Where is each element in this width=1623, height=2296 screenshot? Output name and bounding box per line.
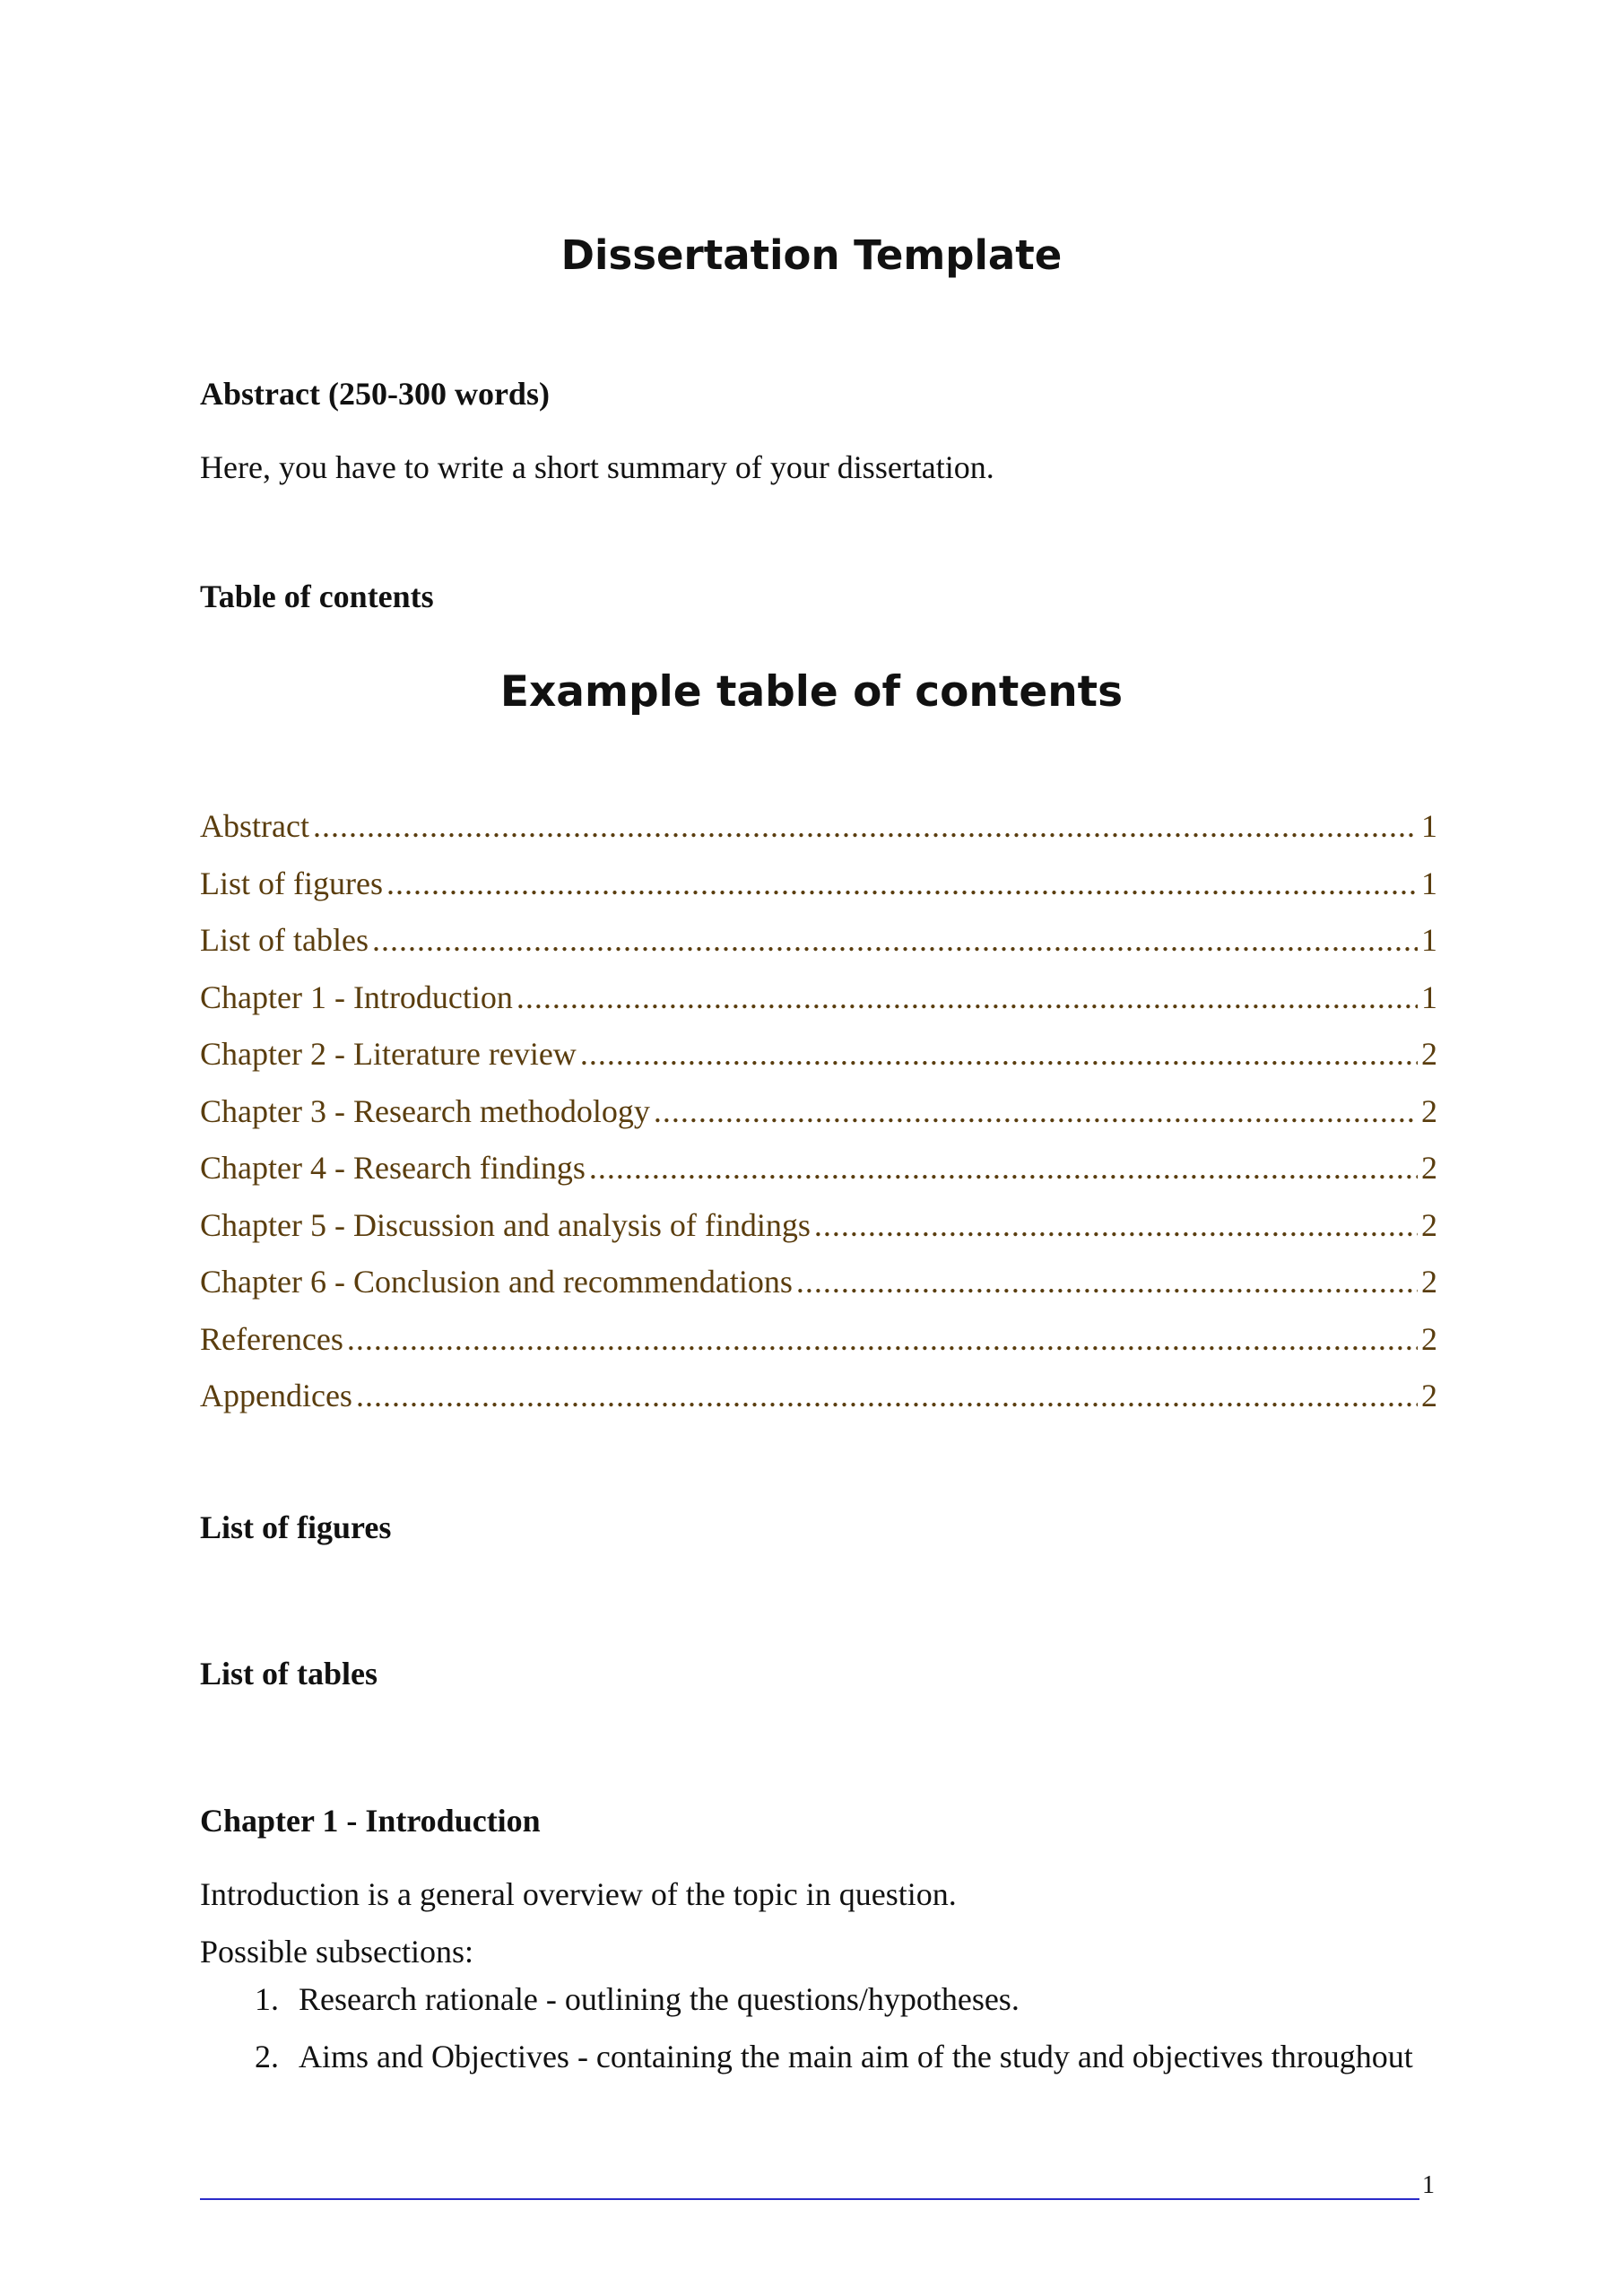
toc-entry-page: 1 [1421, 922, 1437, 958]
toc-entry-page: 2 [1421, 1150, 1437, 1186]
toc-leader-dots [580, 1035, 1418, 1073]
list-item-number: 2. [255, 2039, 279, 2074]
toc-entry-label: Chapter 6 - Conclusion and recommendations [200, 1264, 793, 1300]
toc-entry-list-of-tables[interactable] [200, 921, 1437, 978]
toc-heading: Table of contents [200, 578, 434, 614]
toc-entry-label: List of figures [200, 865, 383, 901]
toc-entry-label: Chapter 3 - Research methodology [200, 1092, 650, 1129]
toc-leader-dots [372, 921, 1418, 959]
chapter-1-subsections-label: Possible subsections: [200, 1934, 474, 1970]
toc-leader-dots [654, 1092, 1418, 1130]
toc-title: Example table of contents [499, 667, 1124, 717]
abstract-text: Here, you have to write a short summary of your dissertation. [200, 449, 994, 485]
toc-entry-page: 2 [1421, 1378, 1437, 1413]
toc-entry-references[interactable] [200, 1320, 1437, 1378]
toc-entry-page: 2 [1421, 1264, 1437, 1300]
toc-entry-list-of-figures[interactable] [200, 865, 1437, 922]
toc-entry-page: 1 [1421, 808, 1437, 844]
toc-entry-label: Chapter 2 - Literature review [200, 1036, 577, 1072]
toc-entry-page: 2 [1421, 1206, 1437, 1243]
toc-entry-label: Appendices [200, 1378, 352, 1413]
list-item-text: Aims and Objectives - containing the main aim of the study and objectives throughout [299, 2039, 1413, 2074]
toc-entry-page: 2 [1421, 1320, 1437, 1357]
toc-leader-dots [356, 1377, 1418, 1414]
toc-entry-label: Chapter 4 - Research findings [200, 1150, 586, 1186]
toc-leader-dots [386, 865, 1418, 902]
toc-leader-dots [347, 1320, 1418, 1358]
abstract-heading: Abstract (250-300 words) [200, 376, 550, 412]
list-of-tables-heading: List of tables [200, 1656, 378, 1692]
toc-entry-chapter-3[interactable] [200, 1092, 1437, 1150]
toc-entry-chapter-6[interactable] [200, 1263, 1437, 1320]
list-item [200, 2038, 1413, 2095]
chapter-1-heading: Chapter 1 - Introduction [200, 1803, 541, 1839]
toc-entry-appendices[interactable] [200, 1377, 1437, 1434]
toc-entry-label: Chapter 1 - Introduction [200, 978, 513, 1015]
list-item-number: 1. [255, 1981, 279, 2017]
toc-leader-dots [313, 807, 1418, 845]
toc-entry-chapter-2[interactable] [200, 1035, 1437, 1092]
toc-leader-dots [589, 1149, 1418, 1187]
list-item-text: Research rationale - outlining the questions/hypotheses. [299, 1981, 1020, 2017]
toc-entry-label: Chapter 5 - Discussion and analysis of findings [200, 1206, 811, 1243]
toc-entry-label: List of tables [200, 922, 369, 958]
toc-leader-dots [516, 978, 1418, 1016]
toc-entry-page: 2 [1421, 1036, 1437, 1072]
footer-rule [200, 2198, 1419, 2200]
chapter-1-intro: Introduction is a general overview of the topic in question. [200, 1876, 957, 1912]
toc-entry-chapter-1[interactable] [200, 978, 1437, 1036]
toc-entry-chapter-5[interactable] [200, 1206, 1437, 1264]
toc-leader-dots [814, 1206, 1418, 1244]
table-of-contents [200, 807, 1437, 1434]
toc-entry-label: Abstract [200, 808, 309, 844]
footer-page-number: 1 [1422, 2171, 1435, 2199]
toc-entry-label: References [200, 1320, 343, 1357]
toc-entry-page: 1 [1421, 978, 1437, 1015]
list-of-figures-heading: List of figures [200, 1509, 392, 1545]
document-title: Dissertation Template [560, 231, 1063, 279]
toc-leader-dots [796, 1263, 1418, 1300]
toc-entry-chapter-4[interactable] [200, 1149, 1437, 1206]
chapter-1-subsection-list [200, 1980, 1413, 2095]
list-item [200, 1980, 1413, 2038]
toc-entry-abstract[interactable] [200, 807, 1437, 865]
toc-entry-page: 1 [1421, 865, 1437, 901]
toc-entry-page: 2 [1421, 1092, 1437, 1129]
